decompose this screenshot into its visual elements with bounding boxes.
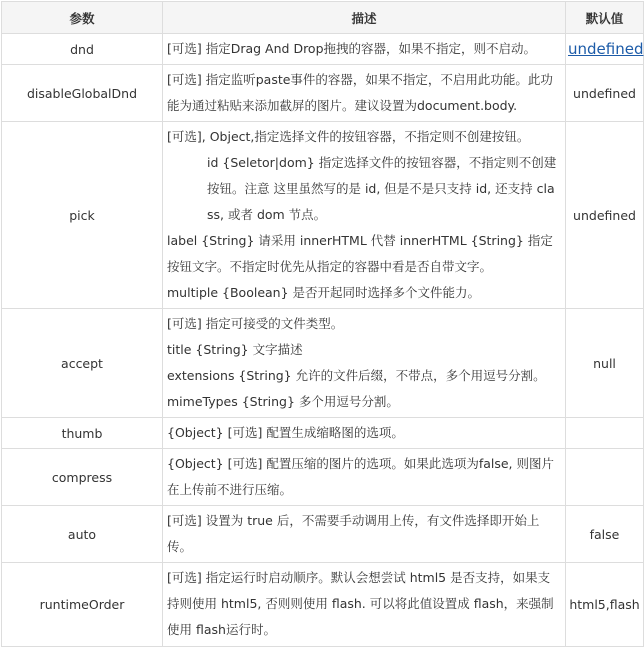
desc-line: label {String} 请采用 innerHTML 代替 innerHTML {String} 指定按钮文字。不指定时优先从指定的容器中看是否自带文字。 bbox=[167, 233, 553, 274]
table-row bbox=[2, 563, 644, 647]
param-default: undefined bbox=[566, 65, 644, 122]
param-name: thumb bbox=[2, 418, 163, 449]
param-desc bbox=[163, 449, 566, 506]
undefined-link[interactable]: undefined bbox=[568, 40, 644, 58]
desc-line: [可选] 指定运行时启动顺序。默认会想尝试 html5 是否支持，如果支持则使用 html5, 否则则使用 flash. 可以将此值设置成 flash，来强制使用 flash运行时。 bbox=[167, 570, 554, 637]
param-name: compress bbox=[2, 449, 163, 506]
desc-line: [可选], Object,指定选择文件的按钮容器，不指定则不创建按钮。 bbox=[167, 129, 530, 144]
desc-line: [可选] 设置为 true 后，不需要手动调用上传，有文件选择即开始上传。 bbox=[167, 513, 540, 554]
param-default: html5,flash bbox=[566, 563, 644, 647]
param-desc bbox=[163, 563, 566, 647]
param-desc bbox=[163, 506, 566, 563]
table-row bbox=[2, 309, 644, 418]
param-default: null bbox=[566, 309, 644, 418]
param-default bbox=[566, 34, 644, 65]
table-header-row bbox=[2, 2, 644, 34]
table-row bbox=[2, 122, 644, 309]
table-row bbox=[2, 34, 644, 65]
param-desc bbox=[163, 418, 566, 449]
param-name: auto bbox=[2, 506, 163, 563]
table-row bbox=[2, 506, 644, 563]
desc-line: {Object} [可选] 配置生成缩略图的选项。 bbox=[167, 425, 404, 440]
desc-line: id {Seletor|dom} 指定选择文件的按钮容器，不指定则不创建按钮。注意 这里虽然写的是 id, 但是不是只支持 id, 还支持 class, 或者 dom 节点。 bbox=[207, 155, 557, 222]
desc-line: extensions {String} 允许的文件后缀，不带点，多个用逗号分割。 bbox=[167, 368, 546, 383]
header-param: 参数 bbox=[2, 2, 163, 34]
param-name: disableGlobalDnd bbox=[2, 65, 163, 122]
param-name: runtimeOrder bbox=[2, 563, 163, 647]
table-row bbox=[2, 65, 644, 122]
param-name: dnd bbox=[2, 34, 163, 65]
table-row bbox=[2, 449, 644, 506]
desc-line: {Object} [可选] 配置压缩的图片的选项。如果此选项为false, 则图片在上传前不进行压缩。 bbox=[167, 456, 555, 497]
desc-line: [可选] 指定Drag And Drop拖拽的容器，如果不指定，则不启动。 bbox=[167, 41, 537, 56]
param-desc bbox=[163, 65, 566, 122]
desc-line: [可选] 指定可接受的文件类型。 bbox=[167, 316, 344, 331]
param-name: accept bbox=[2, 309, 163, 418]
param-default bbox=[566, 418, 644, 449]
param-desc bbox=[163, 122, 566, 309]
options-table bbox=[1, 1, 644, 647]
param-desc bbox=[163, 309, 566, 418]
desc-line: [可选] 指定监听paste事件的容器，如果不指定，不启用此功能。此功能为通过粘贴来添加截屏的图片。建议设置为document.body. bbox=[167, 72, 553, 113]
desc-line: multiple {Boolean} 是否开起同时选择多个文件能力。 bbox=[167, 285, 481, 300]
param-default: undefined bbox=[566, 122, 644, 309]
header-desc: 描述 bbox=[163, 2, 566, 34]
desc-line: mimeTypes {String} 多个用逗号分割。 bbox=[167, 394, 399, 409]
param-desc bbox=[163, 34, 566, 65]
table-row bbox=[2, 418, 644, 449]
param-default bbox=[566, 449, 644, 506]
header-default: 默认值 bbox=[566, 2, 644, 34]
param-name: pick bbox=[2, 122, 163, 309]
param-default: false bbox=[566, 506, 644, 563]
desc-line: title {String} 文字描述 bbox=[167, 342, 303, 357]
